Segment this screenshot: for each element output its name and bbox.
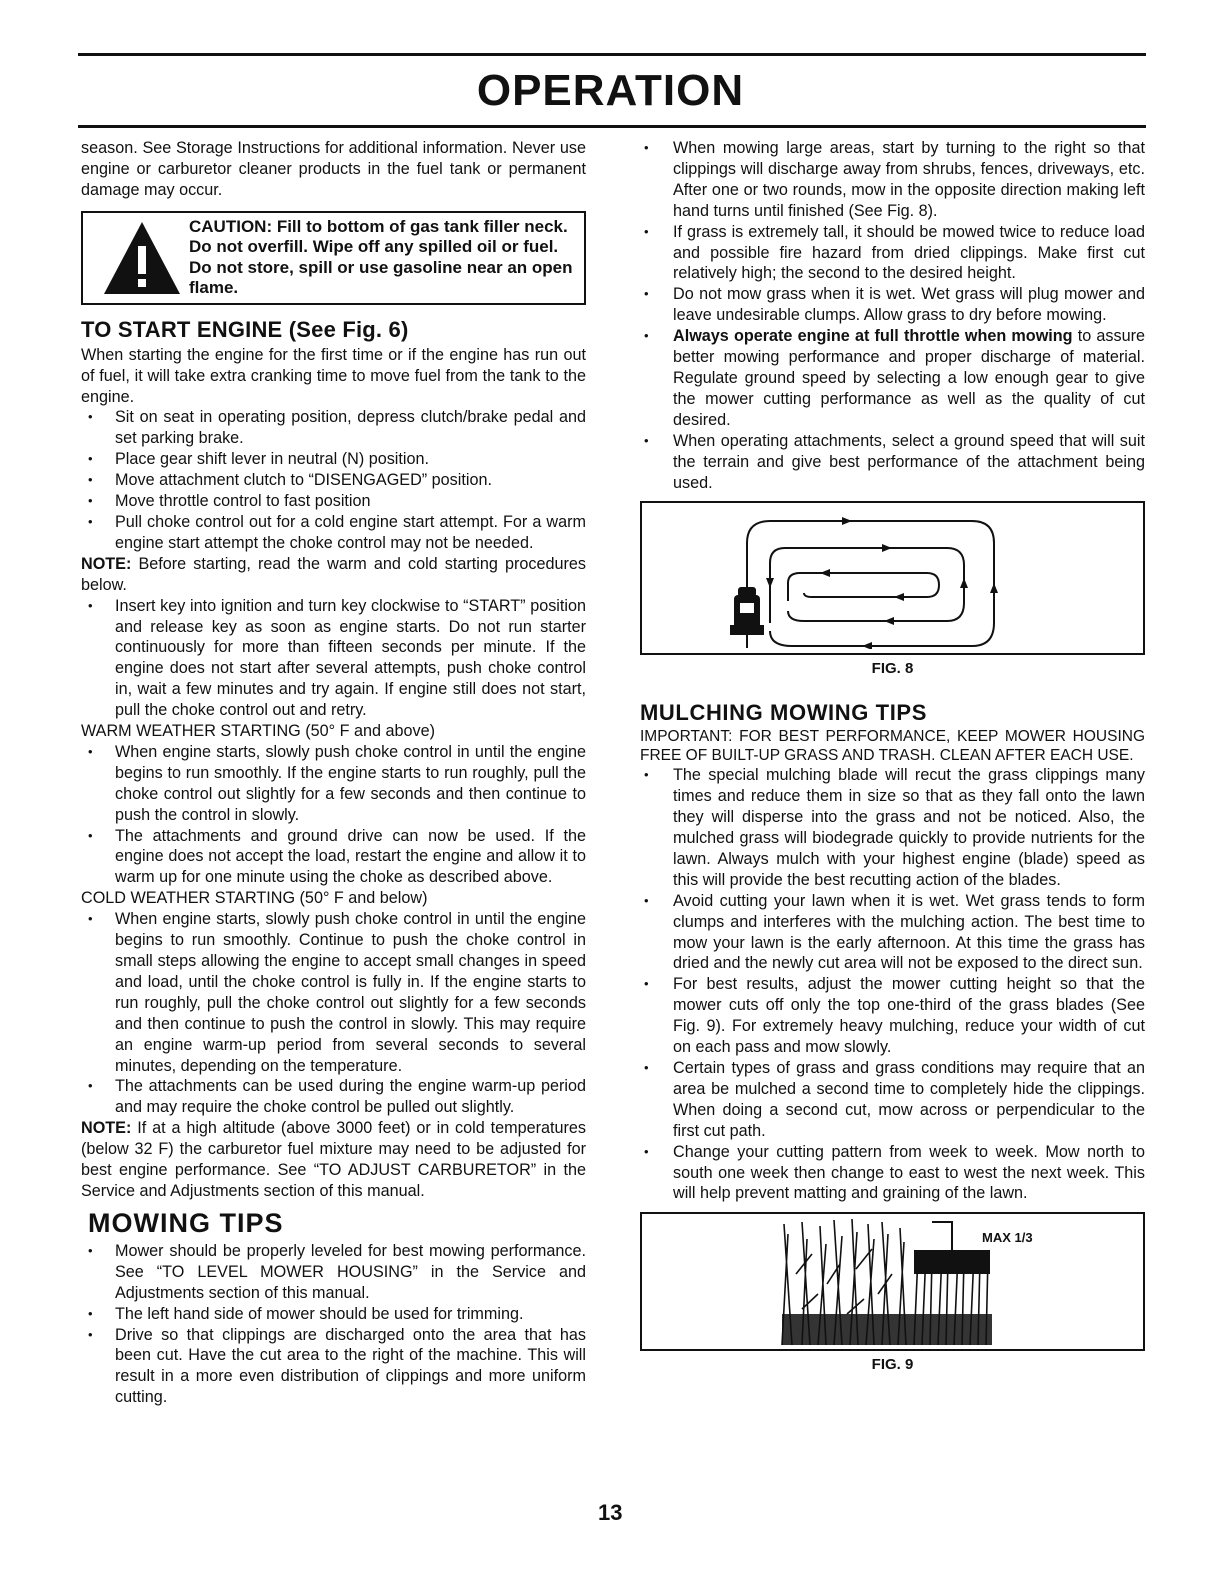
- right-column: [640, 138, 1145, 1376]
- important-notice: IMPORTANT: FOR BEST PERFORMANCE, KEEP MOWER HOUSING FREE OF BUILT-UP GRASS AND TRASH. CLEAN AFTER EACH USE.: [640, 728, 1145, 765]
- fig8-caption: FIG. 8: [871, 660, 914, 678]
- list-item: • Sit on seat in operating position, depress clutch/brake pedal and set parking brake.: [81, 407, 586, 449]
- list-item: • When engine starts, slowly push choke control in until the engine begins to run smoothly. If the engine starts to run roughly, pull the choke control out slightly for a few seconds and then continue to push the control in slowly.: [81, 742, 586, 826]
- list-item: • Certain types of grass and grass conditions may require that an area be mulched a second time to completely hide the clippings. When doing a second cut, mow across or perpendicular to the first cut path.: [640, 1058, 1145, 1142]
- key-steps-list: [81, 596, 586, 721]
- list-item: • Avoid cutting your lawn when it is wet. Wet grass tends to form clumps and interferes with the mulching action. The best time to mow your lawn is the early afternoon. At this time the grass has dried and the newly cut area will not be exposed to the direct sun.: [640, 891, 1145, 975]
- list-item: • When operating attachments, select a ground speed that will suit the terrain and give best performance of the attachment being used.: [640, 431, 1145, 494]
- title-rule: [78, 125, 1146, 128]
- start-steps-list: [81, 407, 586, 553]
- start-intro: When starting the engine for the first time or if the engine has run out of fuel, it will take extra cranking time to move fuel from the tank to the engine.: [81, 345, 586, 406]
- page-title: OPERATION: [476, 66, 745, 115]
- list-item: • Move attachment clutch to “DISENGAGED” position.: [81, 470, 586, 491]
- note-label: NOTE:: [81, 554, 132, 573]
- fig9-grass-height: [640, 1212, 1145, 1351]
- warm-weather-list: [81, 742, 586, 888]
- list-item: • Move throttle control to fast position: [81, 491, 586, 512]
- max-one-third-label: MAX 1/3: [982, 1230, 1033, 1246]
- grass-illustration: [642, 1214, 1143, 1345]
- mowing-tips-heading: MOWING TIPS: [88, 1207, 284, 1238]
- left-column: [81, 138, 586, 1408]
- note-altitude: [81, 1118, 586, 1202]
- caution-box: [81, 211, 586, 305]
- top-rule: [78, 53, 1146, 56]
- mulching-tips-heading: MULCHING MOWING TIPS: [640, 700, 927, 726]
- warning-triangle-icon: [101, 218, 183, 298]
- note-label: NOTE:: [81, 1119, 132, 1138]
- note-starting: [81, 554, 586, 596]
- list-item: • Change your cutting pattern from week to week. Mow north to south one week then change to east to west the next week. This will help prevent matting and graining of the lawn.: [640, 1142, 1145, 1205]
- full-throttle-text: to assure better mowing performance and proper discharge of material. Regulate ground speed by selecting a low enough gear to give the mower cutting performance as well as the quality of cut desired.: [673, 327, 1145, 429]
- list-item: • If grass is extremely tall, it should be mowed twice to reduce load and possible fire hazard from dried clippings. Make first cut relatively high; the second to the desired height.: [640, 222, 1145, 285]
- fig8-mowing-pattern: [640, 501, 1145, 655]
- list-item: • For best results, adjust the mower cutting height so that the mower cuts off only the top one-third of the grass blades (See Fig. 9). For extremely heavy mulching, reduce your width of cut on each pass and mow slowly.: [640, 974, 1145, 1058]
- list-item: • When mowing large areas, start by turning to the right so that clippings will discharge away from shrubs, fences, driveways, etc. After one or two rounds, mow in the opposite direction making left hand turns until finished (See Fig. 8).: [640, 138, 1145, 222]
- start-engine-heading: TO START ENGINE (See Fig. 6): [81, 316, 409, 342]
- list-item: • When engine starts, slowly push choke control in until the engine begins to run smoothly. Continue to push the choke control in small steps allowing the engine to accept small changes in speed and load, until the choke control is fully in. If the engine starts to run roughly, pull the choke control out slightly for a few seconds and then continue to push the control in slowly. This may require an engine warm-up period from several seconds to several minutes, depending on the temperature.: [81, 909, 586, 1076]
- list-item: [640, 326, 1145, 431]
- caution-text: CAUTION: Fill to bottom of gas tank filler neck. Do not overfill. Wipe off any spilled oil or fuel. Do not store, spill or use gasoline near an open flame.: [189, 216, 573, 298]
- mowing-pattern-diagram: [642, 503, 1143, 649]
- list-item: • The special mulching blade will recut the grass clippings many times and reduce them in size so that as they fall onto the lawn they will disperse into the grass and not be noticed. Also, the mulched grass will biodegrade quickly to provide nutrients for the lawn. Always mulch with your highest engine (blade) speed as this will provide the best recutting action of the blades.: [640, 765, 1145, 890]
- list-item: • The left hand side of mower should be used for trimming.: [81, 1304, 586, 1325]
- note-text: Before starting, read the warm and cold starting procedures below.: [81, 554, 586, 594]
- mowing-practice-list: [640, 138, 1145, 493]
- mowing-tips-list: [81, 1241, 586, 1408]
- list-item: • Pull choke control out for a cold engine start attempt. For a warm engine start attempt the choke control may not be needed.: [81, 512, 586, 554]
- fig9-caption: FIG. 9: [871, 1356, 914, 1374]
- note-text: If at a high altitude (above 3000 feet) or in cold temperatures (below 32 F) the carburetor fuel mixture may need to be adjusted for best engine performance. See “TO ADJUST CARBURETOR” in the Service and Adjustments section of this manual.: [81, 1119, 586, 1200]
- list-item: • Drive so that clippings are discharged onto the area that has been cut. Have the cut area to the right of the machine. This will result in a more even distribution of clippings and more uniform cutting.: [81, 1325, 586, 1409]
- list-item: • The attachments and ground drive can now be used. If the engine does not accept the load, restart the engine and allow it to warm up for one minute using the choke as described above.: [81, 826, 586, 889]
- list-item: • Insert key into ignition and turn key clockwise to “START” position and release key as soon as engine starts. Do not run starter continuously for more than fifteen seconds per minute. If the engine does not start after several attempts, push choke control in, wait a few minutes and try again. If engine still does not start, pull the choke control out and retry.: [81, 596, 586, 721]
- cold-weather-list: [81, 909, 586, 1118]
- page-number: 13: [598, 1500, 623, 1525]
- list-item: • Do not mow grass when it is wet. Wet grass will plug mower and leave undesirable clumps. Allow grass to dry before mowing.: [640, 284, 1145, 326]
- list-item: • Mower should be properly leveled for best mowing performance. See “TO LEVEL MOWER HOUSING” in the Service and Adjustments section of this manual.: [81, 1241, 586, 1304]
- riding-mower-icon: [730, 587, 764, 635]
- mulching-tips-list: [640, 765, 1145, 1204]
- full-throttle-emphasis: Always operate engine at full throttle when mowing: [673, 327, 1073, 346]
- warm-weather-heading: WARM WEATHER STARTING (50° F and above): [81, 722, 435, 741]
- list-item: • The attachments can be used during the engine warm-up period and may require the choke control be pulled out slightly.: [81, 1076, 586, 1118]
- intro-paragraph: season. See Storage Instructions for additional information. Never use engine or carburetor cleaner products in the fuel tank or permanent damage may occur.: [81, 139, 586, 199]
- cold-weather-heading: COLD WEATHER STARTING (50° F and below): [81, 889, 428, 908]
- list-item: • Place gear shift lever in neutral (N) position.: [81, 449, 586, 470]
